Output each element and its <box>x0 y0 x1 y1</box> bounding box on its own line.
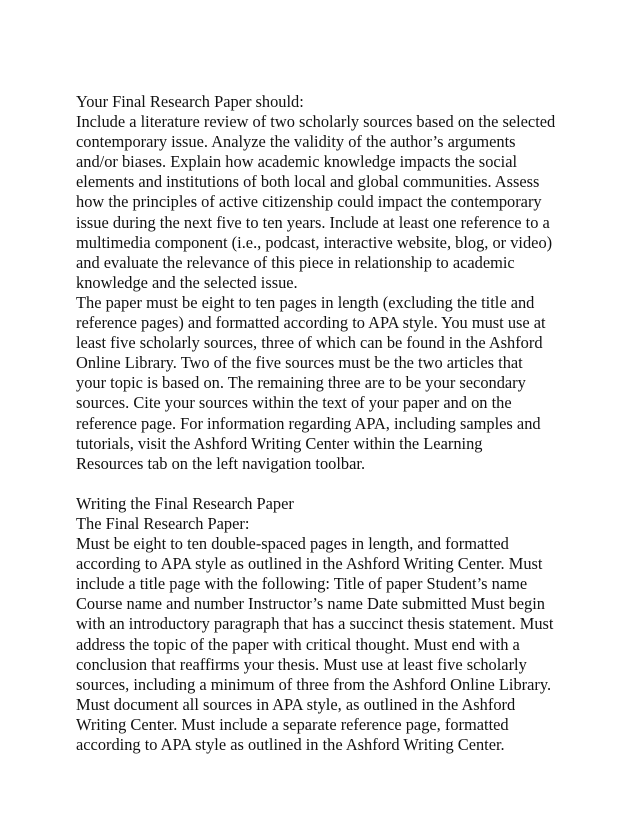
text-line: tutorials, visit the Ashford Writing Center within the Learning <box>76 433 483 453</box>
text-line: Resources tab on the left navigation toolbar. <box>76 453 366 473</box>
text-line: your topic is based on. The remaining three are to be your secondary <box>76 373 526 393</box>
document-body <box>76 92 576 755</box>
text-line: Writing Center. Must include a separate reference page, formatted <box>76 714 509 734</box>
text-line: sources, including a minimum of three from the Ashford Online Library. <box>76 674 552 694</box>
text-line: Include a literature review of two scholarly sources based on the selected <box>76 112 556 132</box>
text-line: Must document all sources in APA style, as outlined in the Ashford <box>76 694 516 714</box>
text-line: The paper must be eight to ten pages in length (excluding the title and <box>76 292 535 312</box>
text-line: and evaluate the relevance of this piece in relationship to academic <box>76 252 515 272</box>
text-line: conclusion that reaffirms your thesis. Must use at least five scholarly <box>76 654 527 674</box>
text-line: according to APA style as outlined in the Ashford Writing Center. <box>76 735 505 754</box>
text-line: how the principles of active citizenship could impact the contemporary <box>76 192 542 212</box>
text-line: reference page. For information regarding APA, including samples and <box>76 413 541 433</box>
paragraph-gap <box>76 474 576 494</box>
text-line: and/or biases. Explain how academic knowledge impacts the social <box>76 152 518 172</box>
text-line: with an introductory paragraph that has a succinct thesis statement. Must <box>76 614 554 634</box>
text-line: Course name and number Instructor’s name Date submitted Must begin <box>76 594 546 614</box>
text-line: issue during the next five to ten years. Include at least one reference to a <box>76 212 550 232</box>
section-heading: Writing the Final Research Paper <box>76 493 294 513</box>
text-line: according to APA style as outlined in the Ashford Writing Center. Must <box>76 554 543 574</box>
text-line: elements and institutions of both local and global communities. Assess <box>76 172 540 192</box>
text-line: reference pages) and formatted according to APA style. You must use at <box>76 313 546 333</box>
writing-guidelines-section <box>76 494 576 755</box>
text-line: knowledge and the selected issue. <box>76 272 298 292</box>
text-line: least five scholarly sources, three of which can be found in the Ashford <box>76 333 543 353</box>
text-line: address the topic of the paper with critical thought. Must end with a <box>76 634 520 654</box>
text-line: sources. Cite your sources within the text of your paper and on the <box>76 393 512 413</box>
text-line: Online Library. Two of the five sources must be the two articles that <box>76 353 523 373</box>
text-line: contemporary issue. Analyze the validity of the author’s arguments <box>76 132 516 152</box>
subheading: The Final Research Paper: <box>76 513 250 533</box>
text-line: include a title page with the following: Title of paper Student’s name <box>76 574 528 594</box>
text-line: multimedia component (i.e., podcast, interactive website, blog, or video) <box>76 232 553 252</box>
section-heading: Your Final Research Paper should: <box>76 92 304 111</box>
assignment-requirements-section <box>76 92 576 474</box>
text-line: Must be eight to ten double-spaced pages in length, and formatted <box>76 534 509 554</box>
